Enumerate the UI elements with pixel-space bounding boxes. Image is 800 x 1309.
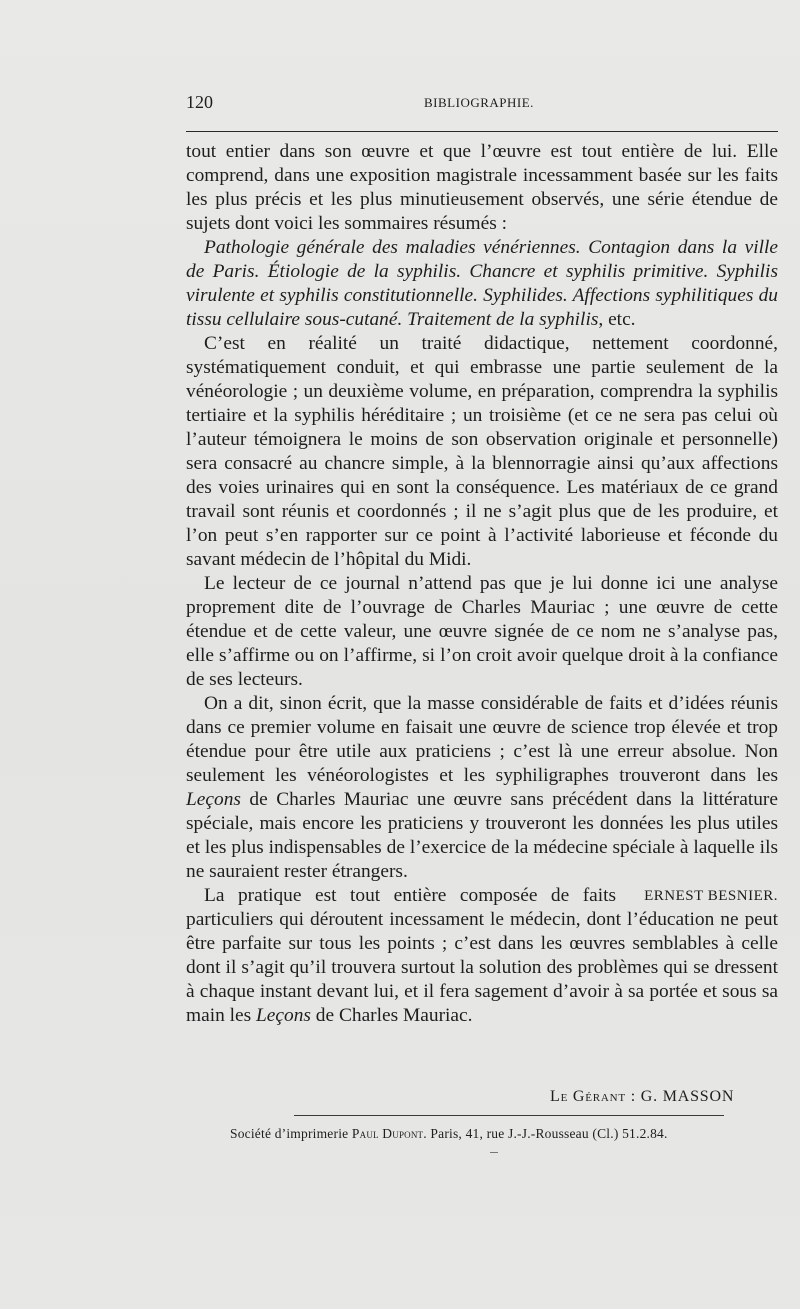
author-signature: ERNEST BESNIER. (644, 888, 778, 904)
footer-dash (490, 1152, 498, 1153)
text-run: La pratique est tout entière composée de faits particuliers qui déroutent incessament le médecin, dont l’éducation ne peut être parfaite sur tous les points ; c’est dans les œuvres semblables à celle dont il s’agit qu’il trouvera surtout la solution des problèmes qui se dressent à chaque instant devant lui, et il fera sagement d’avoir à sa portée et sous sa main les (186, 885, 778, 1026)
paragraph (186, 884, 778, 1028)
italic-text: Pathologie générale des maladies vénériennes. Contagion dans la ville de Paris. Étiologie de la syphilis. Chancre et syphilis primitive. Syphilis virulente et syphilis constitutionnelle. Syphilides. Affections syphilitiques du tissu cellulaire sous-cutané. Traitement de la syphilis (186, 237, 778, 330)
printer-imprint (230, 1126, 668, 1142)
gerant-line: Le Gérant : G. MASSON (550, 1088, 735, 1105)
paragraph (186, 692, 778, 884)
running-title: BIBLIOGRAPHIE. (424, 95, 534, 110)
page-header (186, 92, 778, 116)
italic-text: Leçons (186, 789, 241, 810)
paragraph (186, 140, 778, 236)
imprint-suffix: . Paris, 41, rue J.-J.-Rousseau (Cl.) 51.2.84. (423, 1126, 668, 1141)
text-run: Le lecteur de ce journal n’attend pas que je lui donne ici une analyse proprement dite de l’ouvrage de Charles Mauriac ; une œuvre de cette étendue et de cette valeur, une œuvre signée de ce nom ne s’analyse pas, elle s’affirme ou on l’affirme, si l’on croit avoir quelque droit à la confiance de ses lecteurs. (186, 573, 778, 690)
text-run: tout entier dans son œuvre et que l’œuvre est tout entière de lui. Elle comprend, dans une exposition magistrale incessamment basée sur les faits les plus précis et les plus minutieusement observés, une série étendue de sujets dont voici les sommaires résumés : (186, 141, 778, 234)
imprint-prefix: Société d’imprimerie (230, 1126, 352, 1141)
text-run: , etc. (598, 309, 636, 330)
paragraph (186, 236, 778, 332)
page-number: 120 (186, 92, 213, 112)
article-body (186, 140, 778, 1028)
text-run: C’est en réalité un traité didactique, nettement coordonné, systématiquement conduit, et qui embrasse une partie seulement de la vénéorologie ; un deuxième volume, en préparation, comprendra la syphilis tertiaire et la syphilis héréditaire ; un troisième (et ce ne sera pas celui où l’auteur témoignera le moins de son observation originale et personnelle) sera consacré au chancre simple, à la blennorragie ainsi qu’aux affections des voies urinaires qui en sont la conséquence. Les matériaux de ce grand travail sont réunis et coordonnés ; il ne s’agit plus que de les produire, et l’on peut s’en rapporter sur ce point à l’activité laborieuse et féconde du savant médecin de l’hôpital du Midi. (186, 333, 778, 570)
text-run: de Charles Mauriac. (310, 1005, 473, 1026)
footer-rule (294, 1115, 724, 1116)
text-run: de Charles Mauriac une œuvre sans précédent dans la littérature spéciale, mais encore les praticiens y trouveront les données les plus utiles et les plus indispensables de l’exercice de la médecine spéciale à laquelle ils ne sauraient rester étrangers. (186, 789, 778, 882)
paragraph (186, 572, 778, 692)
paragraph (186, 332, 778, 572)
imprint-printer: Paul Dupont (351, 1126, 424, 1141)
text-run: On a dit, sinon écrit, que la masse considérable de faits et d’idées réunis dans ce premier volume en faisait une œuvre de science trop élevée et trop étendue pour être utile aux praticiens ; c’est là une erreur absolue. Non seulement les vénéorologistes et les syphiligraphes trouveront dans les (186, 693, 778, 786)
italic-text: Leçons (256, 1005, 311, 1026)
header-rule (186, 131, 778, 132)
